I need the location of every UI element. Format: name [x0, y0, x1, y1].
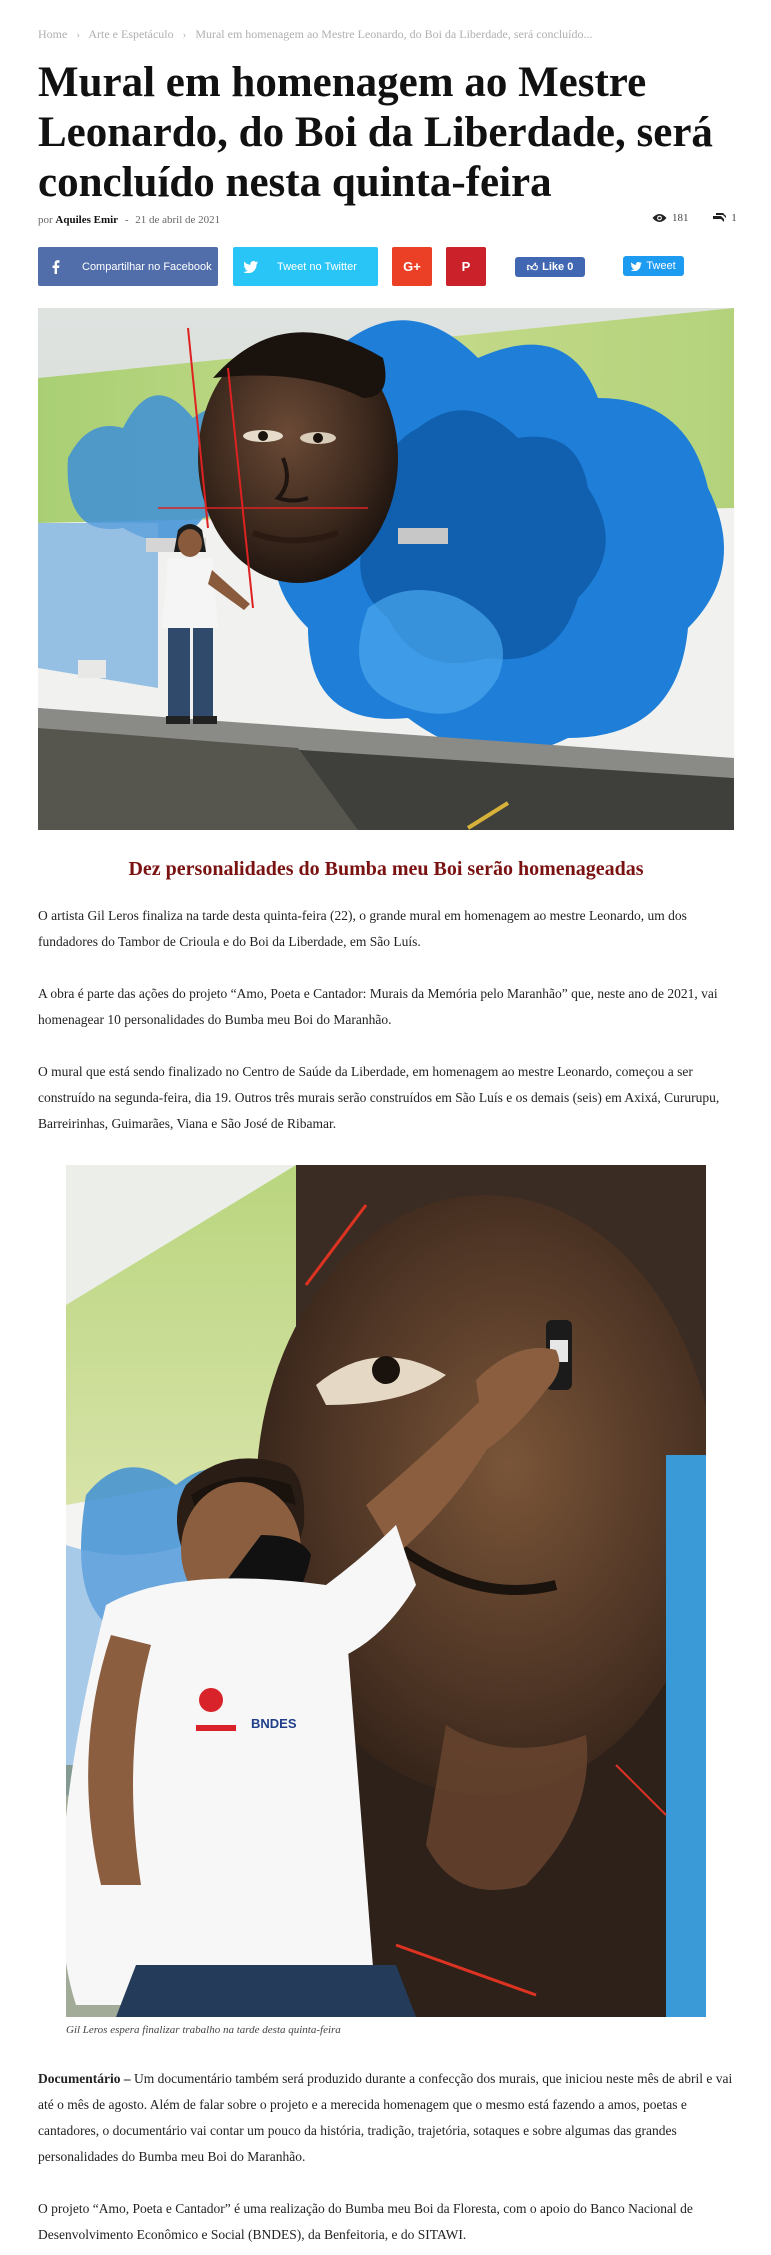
paragraph-lead: Documentário – — [38, 2071, 131, 2086]
views-count — [652, 212, 689, 224]
paragraph: O artista Gil Leros finaliza na tarde desta quinta-feira (22), o grande mural em homenagem ao mestre Leonardo, um dos fundadores do Tambor de Crioula e do Boi da Liberdade, em São Luís. — [38, 908, 687, 949]
paragraph-body: Um documentário também será produzido durante a confecção dos murais, que iniciou neste mês de abril e vai até o mês de agosto. Além de falar sobre o projeto e a merecida homenagem que o mesmo está fazendo a amos, poetas e cantadores, o documentário vai contar um pouco da história, tradição, trajetória, sotaques e sobre algumas das grandes personalidades do Bumba meu Boi do Maranhão. — [38, 2071, 733, 2164]
featured-image — [38, 308, 734, 830]
comments-count[interactable] — [713, 212, 737, 224]
share-twitter-button[interactable] — [233, 247, 378, 286]
breadcrumb-current: Mural em homenagem ao Mestre Leonardo, do Boi da Liberdade, será concluído... — [195, 27, 593, 41]
thumbs-up-icon: 👍︎ — [526, 261, 539, 274]
facebook-like-label: Like 0 — [542, 261, 574, 273]
paragraph: O projeto “Amo, Poeta e Cantador” é uma realização do Bumba meu Boi da Floresta, com o apoio do Banco Nacional de Desenvolvimento Econômico e Social (BNDES), da Benfeitoria, e do SITAWI. — [38, 2201, 693, 2242]
article-subtitle: Dez personalidades do Bumba meu Boi serão homenageadas — [128, 858, 644, 880]
by-label: por — [38, 214, 53, 226]
eye-icon — [652, 213, 667, 223]
post-stats — [652, 212, 737, 226]
breadcrumb — [38, 27, 593, 42]
share-twitter-label: Tweet no Twitter — [277, 260, 357, 273]
pinterest-icon: P — [461, 259, 471, 274]
facebook-icon — [38, 260, 74, 274]
shirt-logo-text: BNDES — [251, 1716, 297, 1731]
article-image — [66, 1165, 706, 2017]
paragraph — [38, 2066, 738, 2170]
views-value: 181 — [672, 212, 689, 224]
author-link[interactable]: Aquiles Emir — [55, 214, 119, 226]
tweet-label: Tweet — [646, 260, 676, 272]
facebook-like-button[interactable] — [515, 257, 585, 277]
post-meta — [38, 214, 220, 226]
share-googleplus-button[interactable] — [392, 247, 432, 286]
paragraph: A obra é parte das ações do projeto “Amo, Poeta e Cantador: Murais da Memória pelo Maranhão” que, neste ano de 2021, vai homenagear 10 personalidades do Bumba meu Boi do Maranhão. — [38, 986, 718, 1027]
image-caption: Gil Leros espera finalizar trabalho na tarde desta quinta-feira — [66, 2024, 341, 2036]
tweet-button[interactable] — [623, 256, 684, 276]
post-date: 21 de abril de 2021 — [135, 214, 221, 226]
share-facebook-label: Compartilhar no Facebook — [82, 260, 212, 273]
comments-value: 1 — [731, 212, 737, 224]
share-pinterest-button[interactable] — [446, 247, 486, 286]
meta-separator: - — [124, 214, 129, 226]
share-facebook-button[interactable] — [38, 247, 218, 286]
chevron-right-icon: › — [76, 29, 80, 41]
paragraph: O mural que está sendo finalizado no Centro de Saúde da Liberdade, em homenagem ao mestre Leonardo, começou a ser construído na segunda-feira, dia 19. Outros três murais serão construídos em São Luís e os demais (seis) em Axixá, Cururupu, Barreirinhas, Guimarães, Viana e São José de Ribamar. — [38, 1064, 720, 1131]
googleplus-icon: G+ — [403, 259, 421, 274]
comments-icon — [713, 213, 726, 223]
chevron-right-icon: › — [182, 29, 187, 41]
twitter-bird-icon — [631, 262, 642, 271]
breadcrumb-category[interactable]: Arte e Espetáculo — [88, 27, 174, 41]
breadcrumb-home[interactable]: Home — [38, 27, 68, 41]
twitter-icon — [233, 261, 269, 273]
page-title: Mural em homenagem ao Mestre Leonardo, do Boi da Liberdade, será concluído nesta quinta-feira — [38, 59, 713, 206]
